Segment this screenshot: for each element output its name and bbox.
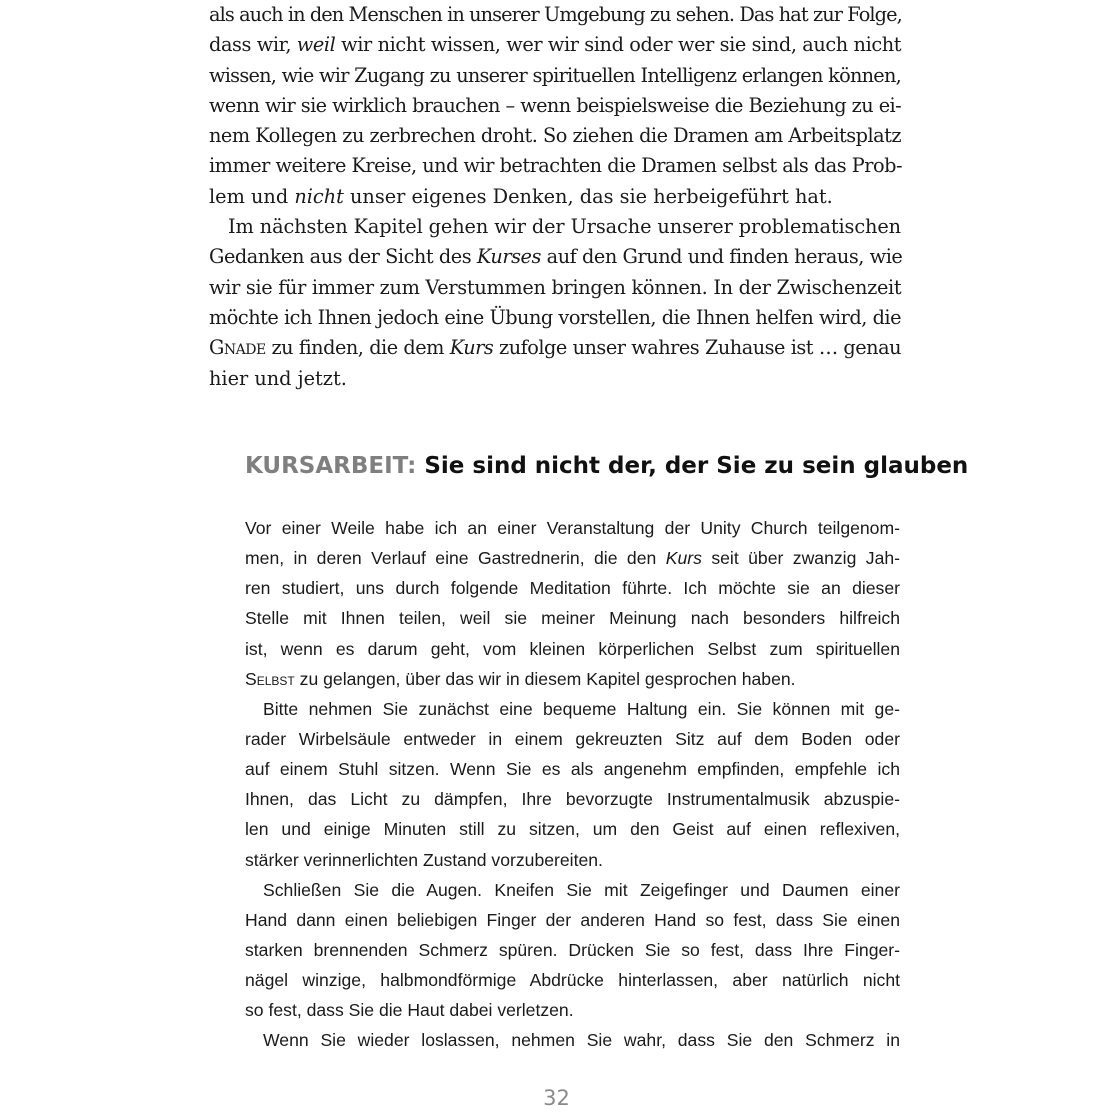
text-line bbox=[209, 30, 901, 60]
text-line bbox=[209, 242, 901, 272]
text-line: stärker verinnerlichten Zustand vorzubereiten. bbox=[245, 849, 603, 870]
text-line: Schließen Sie die Augen. Kneifen Sie mit Zeigefinger und Daumen einer bbox=[263, 879, 900, 900]
section-kicker: KURSARBEIT: bbox=[245, 453, 417, 479]
text-line: ist, wenn es darum geht, vom kleinen körperlichen Selbst zum spirituellen bbox=[245, 638, 900, 659]
intro-text bbox=[209, 0, 901, 394]
text-run: dass wir, bbox=[209, 33, 297, 57]
text-line: Vor einer Weile habe ich an einer Veranstaltung der Unity Church teilgenom- bbox=[245, 518, 900, 538]
text-line: Stelle mit Ihnen teilen, weil sie meiner Meinung nach besonders hilfreich bbox=[245, 608, 900, 629]
text-line: Ihnen, das Licht zu dämpfen, Ihre bevorzugte Instrumentalmusik abzuspie- bbox=[245, 789, 900, 810]
text-run: wir nicht wissen, wer wir sind oder wer sie sind, auch nicht bbox=[335, 33, 902, 57]
text-line: auf einem Stuhl sitzen. Wenn Sie es als angenehm empfinden, empfehle ich bbox=[245, 759, 900, 780]
small-caps-term: Gnade bbox=[209, 336, 266, 360]
text-line: len und einige Minuten still zu sitzen, um den Geist auf einen reflexiven, bbox=[245, 819, 900, 840]
text-run: zu finden, die dem bbox=[265, 336, 450, 360]
section-title: Sie sind nicht der, der Sie zu sein glauben bbox=[416, 453, 969, 479]
section-heading bbox=[245, 447, 969, 485]
text-line: nem Kollegen zu zerbrechen droht. So ziehen die Dramen am Arbeitsplatz bbox=[209, 124, 902, 148]
text-line: nägel winzige, halbmondförmige Abdrücke hinterlassen, aber natürlich nicht bbox=[245, 970, 900, 991]
exercise-paragraph-2 bbox=[245, 694, 900, 875]
intro-paragraph-1 bbox=[209, 0, 901, 212]
text-line: Wenn Sie wieder loslassen, nehmen Sie wahr, dass Sie den Schmerz in bbox=[263, 1030, 900, 1051]
text-run: auf den Grund und finden heraus, wie bbox=[540, 245, 903, 269]
emphasis-text: Kurs bbox=[665, 548, 702, 569]
text-line: wir sie für immer zum Verstummen bringen können. In der Zwischenzeit bbox=[209, 275, 902, 299]
emphasis-text: Kurses bbox=[476, 245, 541, 269]
text-line: als auch in den Menschen in unserer Umgebung zu sehen. Das hat zur Folge, bbox=[209, 3, 902, 26]
text-line bbox=[245, 543, 900, 573]
text-line: Bitte nehmen Sie zunächst eine bequeme Haltung ein. Sie können mit ge- bbox=[263, 698, 900, 719]
emphasis-text: weil bbox=[296, 33, 336, 57]
text-run: zu gelangen, über das wir in diesem Kapitel gesprochen haben. bbox=[294, 668, 796, 689]
text-run: lem und bbox=[209, 184, 295, 208]
text-line bbox=[209, 182, 901, 212]
exercise-paragraph-3 bbox=[245, 875, 900, 1026]
text-line: immer weitere Kreise, und wir betrachten die Dramen selbst als das Prob- bbox=[209, 154, 902, 178]
emphasis-text: Kurs bbox=[449, 336, 494, 360]
text-line: hier und jetzt. bbox=[209, 366, 347, 390]
exercise-text bbox=[245, 513, 900, 1056]
intro-paragraph-2 bbox=[209, 212, 901, 394]
text-run: men, in deren Verlauf eine Gastrednerin, die den bbox=[245, 548, 666, 569]
text-line: möchte ich Ihnen jedoch eine Übung vorstellen, die Ihnen helfen wird, die bbox=[209, 305, 901, 329]
small-caps-term: Selbst bbox=[245, 668, 295, 689]
text-line: so fest, dass Sie die Haut dabei verletzen. bbox=[245, 1000, 574, 1021]
exercise-paragraph-4 bbox=[245, 1025, 900, 1055]
text-line: wissen, wie wir Zugang zu unserer spirituellen Intelligenz erlangen können, bbox=[209, 63, 901, 87]
page-number: 32 bbox=[543, 1086, 570, 1110]
text-line: ren studiert, uns durch folgende Meditation führte. Ich möchte sie an dieser bbox=[245, 578, 900, 599]
text-run: seit über zwanzig Jah- bbox=[701, 548, 901, 569]
text-line bbox=[245, 664, 900, 694]
text-line: rader Wirbelsäule entweder in einem gekreuzten Sitz auf dem Boden oder bbox=[245, 728, 900, 749]
text-run: Gedanken aus der Sicht des bbox=[209, 245, 477, 269]
text-run: unser eigenes Denken, das sie herbeigeführt hat. bbox=[343, 184, 833, 208]
emphasis-text: nicht bbox=[294, 184, 344, 208]
text-line: Im nächsten Kapitel gehen wir der Ursache unserer problematischen bbox=[228, 215, 901, 239]
text-line: Hand dann einen beliebigen Finger der anderen Hand so fest, dass Sie einen bbox=[245, 909, 900, 930]
text-line: starken brennenden Schmerz spüren. Drücken Sie so fest, dass Ihre Finger- bbox=[245, 939, 900, 960]
text-line: wenn wir sie wirklich brauchen – wenn beispielsweise die Beziehung zu ei- bbox=[209, 93, 901, 117]
text-run: zufolge unser wahres Zuhause ist … genau bbox=[493, 336, 901, 360]
text-line bbox=[209, 333, 901, 363]
exercise-paragraph-1 bbox=[245, 513, 900, 694]
